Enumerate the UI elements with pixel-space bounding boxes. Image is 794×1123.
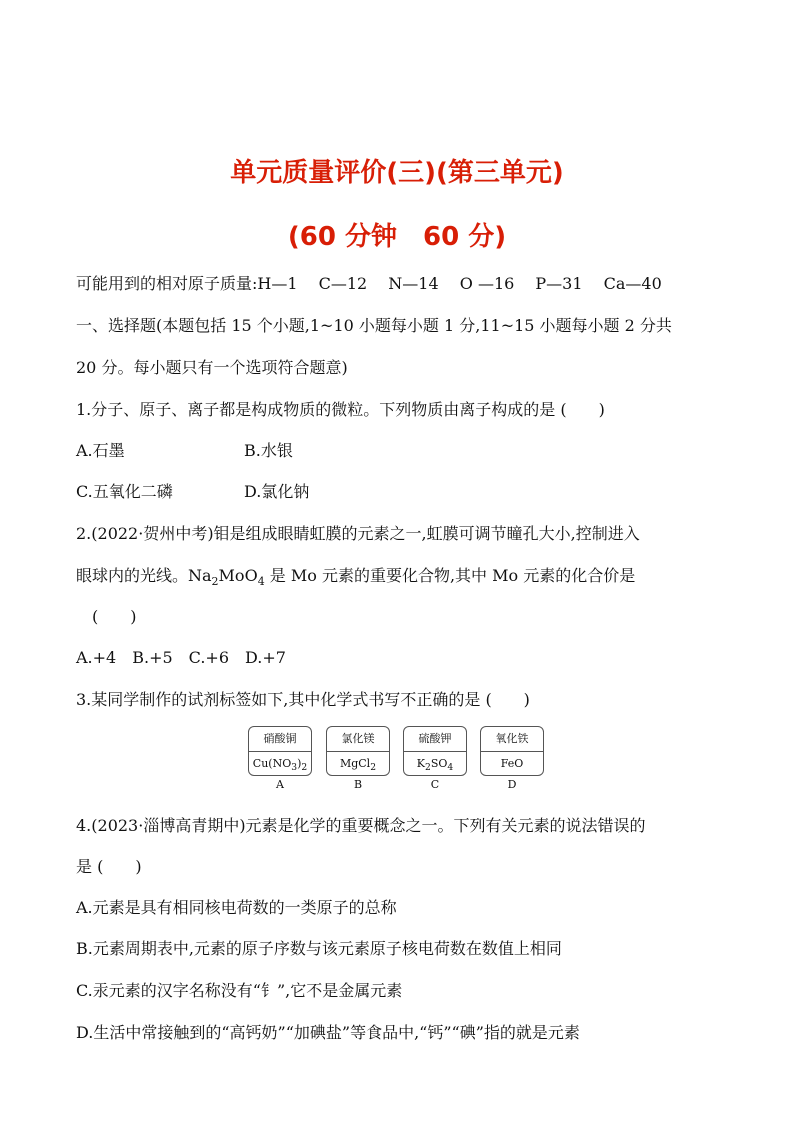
question-2-stem: 2.(2022·贺州中考)钼是组成眼睛虹膜的元素之一,虹膜可调节瞳孔大小,控制进入 <box>76 524 640 543</box>
reagent-letter: B <box>353 778 363 791</box>
reagent-formula: FeO <box>500 757 524 770</box>
page-subtitle: (60 分钟 60 分) <box>287 222 507 252</box>
question-4-option-b: B.元素周期表中,元素的原子序数与该元素原子核电荷数在数值上相同 <box>76 939 562 958</box>
question-2-answer-blank: ( ) <box>92 607 137 626</box>
question-4-option-c: C.汞元素的汉字名称没有“钅”,它不是金属元素 <box>76 981 403 1000</box>
question-1-option-a: A.石墨 <box>76 441 125 460</box>
reagent-name: 氧化铁 <box>481 727 543 752</box>
page-title: 单元质量评价(三)(第三单元) <box>230 158 564 188</box>
question-3-stem: 3.某同学制作的试剂标签如下,其中化学式书写不正确的是 ( ) <box>76 690 530 709</box>
reagent-formula: $Cu(NO_3)_2$ <box>252 757 308 774</box>
question-4-stem-cont: 是 ( ) <box>76 857 142 876</box>
question-1-option-d: D.氯化钠 <box>244 482 310 501</box>
section-heading: 一、选择题(本题包括 15 个小题,1~10 小题每小题 1 分,11~15 小题每小题 2 分共 <box>76 316 672 335</box>
section-heading-cont: 20 分。每小题只有一个选项符合题意) <box>76 358 348 377</box>
reagent-name: 氯化镁 <box>327 727 389 752</box>
reagent-formula: MgCl$_2$ <box>339 757 377 774</box>
question-2-stem-cont: 眼球内的光线。$Na_2MoO_4$ 是 Mo 元素的重要化合物,其中 Mo 元素的化合价是 <box>76 566 636 589</box>
atomic-mass-line: 可能用到的相对原子质量:H—1 C—12 N—14 O —16 P—31 Ca—40 <box>76 274 662 293</box>
question-4-option-d: D.生活中常接触到的“高钙奶”“加碘盐”等食品中,“钙”“碘”指的就是元素 <box>76 1023 580 1042</box>
reagent-letter: A <box>276 778 284 791</box>
question-1-stem: 1.分子、原子、离子都是构成物质的微粒。下列物质由离子构成的是 ( ) <box>76 400 605 419</box>
question-2-options: A.+4 B.+5 C.+6 D.+7 <box>76 648 286 667</box>
question-4-option-a: A.元素是具有相同核电荷数的一类原子的总称 <box>76 898 397 917</box>
reagent-name: 硫酸钾 <box>404 727 466 752</box>
reagent-formula: $K_2SO_4$ <box>416 757 454 774</box>
reagent-letter: C <box>430 778 440 791</box>
reagent-letter: D <box>507 778 517 791</box>
question-1-option-b: B.水银 <box>244 441 293 460</box>
question-1-option-c: C.五氧化二磷 <box>76 482 173 501</box>
reagent-name: 硝酸铜 <box>249 727 311 752</box>
question-4-stem: 4.(2023·淄博高青期中)元素是化学的重要概念之一。下列有关元素的说法错误的 <box>76 816 646 835</box>
